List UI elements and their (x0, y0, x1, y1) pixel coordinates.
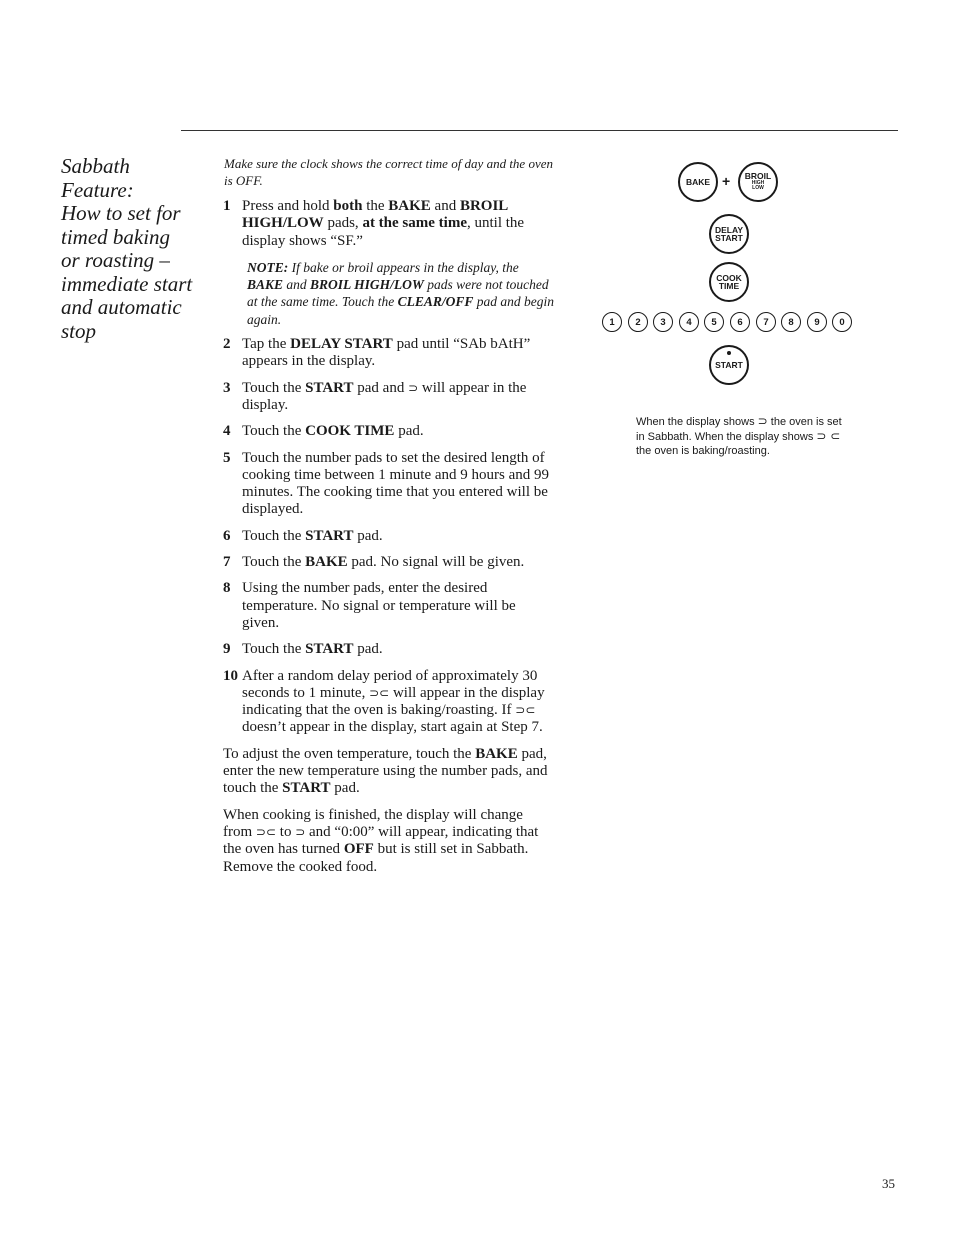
broil-pad-label: BROIL (744, 171, 772, 182)
number-pad-label: 6 (737, 316, 743, 328)
baking-symbol: ⊃⊂ (515, 703, 536, 718)
cook-time-pad[interactable] (709, 262, 749, 302)
number-pad-label: 4 (686, 316, 692, 328)
number-pad-label: 9 (814, 316, 820, 328)
step-text: After a random delay period of approximately 30 seconds to 1 minute, (242, 667, 538, 701)
number-pad-label: 3 (660, 316, 666, 328)
para-bold: BAKE (475, 745, 518, 762)
step-number: 8 (223, 580, 231, 597)
title-line: or roasting – (61, 248, 170, 272)
adjust-temperature-paragraph (223, 746, 555, 798)
bake-pad-label: BAKE (685, 176, 711, 187)
step-bold: DELAY START (290, 336, 393, 353)
note-text: and (283, 277, 311, 293)
broil-pad[interactable] (738, 162, 778, 202)
number-pad-label: 8 (788, 316, 794, 328)
note-text: pads were not touched at the same time. Touch the (247, 277, 549, 310)
bake-pad[interactable] (678, 162, 718, 202)
step-number: 1 (223, 198, 231, 214)
step-text: Press and hold (242, 198, 334, 214)
step-number: 9 (223, 641, 231, 658)
step-number: 2 (223, 336, 231, 353)
para-text: and “0:00” will appear, indicating that the oven has turned (223, 823, 539, 858)
para-bold: OFF (343, 841, 374, 858)
start-indicator-dot (727, 351, 731, 355)
title-line: immediate start (61, 271, 193, 296)
number-pad-label: 1 (609, 316, 615, 328)
number-pad-label: 7 (763, 316, 769, 328)
step-2 (223, 336, 555, 371)
step-number: 5 (223, 449, 231, 466)
step-text: Touch the (242, 527, 306, 544)
title-line: stop (61, 318, 97, 343)
step-text: Tap the (242, 336, 291, 353)
step-text: pad. (394, 423, 424, 440)
step-text: doesn’t appear in the display, start again at Step 7. (242, 719, 543, 736)
sabbath-symbol: ⊃ (408, 380, 419, 395)
caption-text: When the display shows (636, 416, 758, 428)
step-text: pad. (353, 527, 383, 544)
start-pad-label: START (715, 359, 743, 370)
baking-symbol: ⊃⊂ (255, 824, 277, 839)
step-text: the (362, 198, 389, 214)
step-text: will appear in the display indicating that the oven is baking/roasting. If (242, 684, 545, 719)
section-title (61, 155, 211, 343)
step-text: and (430, 198, 460, 214)
number-pad-1[interactable] (602, 312, 622, 332)
step-bold: START (305, 641, 354, 658)
step-number: 7 (223, 554, 231, 571)
para-text: to (276, 823, 296, 840)
delay-start-line2: START (715, 233, 743, 243)
step-bold: START (305, 527, 354, 544)
step-text: Using the number pads, enter the desired temperature. No signal or temperature will be given. (242, 580, 516, 631)
para-text: pad. (330, 780, 360, 797)
delay-start-line1: DELAY (714, 224, 744, 235)
step-bold: BAKE (305, 554, 348, 571)
number-pad-2[interactable] (628, 312, 648, 332)
title-line: Sabbath (61, 154, 130, 178)
step-text: will appear in the display. (242, 379, 527, 413)
step-number: 6 (223, 527, 231, 544)
step-text: , until the display shows “SF.” (242, 215, 525, 249)
page-number: 35 (882, 1176, 895, 1191)
para-text: To adjust the oven temperature, touch the (223, 745, 476, 762)
step-bold: START (305, 379, 354, 396)
plus-sign: + (722, 173, 731, 189)
title-line: Feature: (61, 177, 134, 202)
title-line: How to set for (61, 201, 181, 225)
step-text: pad. (353, 641, 383, 658)
note-label: NOTE: (247, 259, 289, 275)
title-line: timed baking (61, 224, 171, 249)
step-text: pad until “SAb bAtH” appears in the display. (242, 336, 531, 370)
number-pad-3[interactable] (653, 312, 673, 332)
sabbath-symbol: ⊃ (295, 824, 306, 839)
step-text: Touch the (242, 379, 306, 396)
step-10 (223, 668, 555, 737)
para-bold: START (282, 780, 331, 797)
step-number: 3 (223, 379, 231, 396)
delay-start-pad[interactable] (709, 214, 749, 254)
number-pad-7[interactable] (756, 312, 776, 332)
step-text: pad and (353, 379, 409, 396)
instructions-column (223, 156, 555, 885)
step-bold: BROIL HIGH/LOW (242, 198, 508, 232)
control-pad-diagram (600, 158, 860, 388)
cook-time-line2: TIME (718, 281, 740, 291)
number-pad-6[interactable] (730, 312, 750, 332)
number-pad-0[interactable] (832, 312, 852, 332)
note-bold: BAKE (247, 277, 284, 293)
step-text: Touch the (242, 423, 306, 440)
caption-text: the oven is baking/roasting. (636, 445, 770, 457)
intro-text: Make sure the clock shows the correct time of day and the oven is OFF. (224, 156, 553, 188)
cooking-finished-paragraph (223, 807, 555, 876)
step-8 (223, 580, 555, 632)
caption-text: the oven is set in Sabbath. When the display shows (636, 416, 842, 443)
broil-pad-high: HIGH (751, 179, 765, 186)
para-text: but is still set in Sabbath. Remove the cooked food. (223, 841, 529, 875)
baking-symbol: ⊃⊂ (369, 685, 390, 700)
note-text: pad and begin again. (247, 294, 555, 327)
title-line: and automatic (61, 295, 182, 319)
step-text: pads, (323, 215, 363, 232)
baking-symbol: ⊃ ⊂ (816, 429, 841, 443)
step-7 (223, 554, 555, 571)
number-pad-label: 5 (711, 316, 717, 328)
note-text: If bake or broil appears in the display, the (288, 259, 519, 275)
step-bold: COOK TIME (305, 423, 395, 440)
step-bold: at the same time (362, 215, 467, 232)
header-rule (181, 130, 898, 131)
step-bold: both (333, 198, 363, 214)
step-number: 4 (223, 423, 231, 440)
step-text: pad. No signal will be given. (347, 554, 525, 571)
sabbath-symbol: ⊃ (757, 414, 768, 428)
number-pad-8[interactable] (781, 312, 801, 332)
step-9 (223, 641, 555, 658)
para-text: When cooking is finished, the display will change from (223, 806, 523, 840)
step-text: Touch the (242, 554, 306, 571)
number-pad-9[interactable] (807, 312, 827, 332)
step-4 (223, 423, 555, 440)
broil-pad-low: LOW (752, 185, 764, 192)
step-1 (223, 198, 555, 250)
step-text: Touch the number pads to set the desired length of cooking time between 1 minute and 9 hours and 99 minutes. The cooking time that you entered will be displayed. (242, 449, 550, 518)
number-pad-5[interactable] (704, 312, 724, 332)
number-pad-label: 0 (839, 316, 845, 328)
diagram-caption (636, 414, 851, 458)
step-3 (223, 380, 555, 415)
note-bold: CLEAR/OFF (397, 294, 474, 310)
step-text: Touch the (242, 641, 306, 658)
note (247, 259, 555, 328)
cook-time-line1: COOK (716, 272, 742, 283)
step-bold: BAKE (388, 198, 431, 214)
number-pad-label: 2 (635, 316, 641, 328)
number-pad-4[interactable] (679, 312, 699, 332)
step-5 (223, 450, 555, 519)
note-bold: BROIL HIGH/LOW (310, 277, 424, 293)
step-number: 10 (223, 667, 238, 684)
step-6 (223, 528, 555, 545)
para-text: pad, enter the new temperature using the number pads, and touch the (223, 745, 548, 797)
